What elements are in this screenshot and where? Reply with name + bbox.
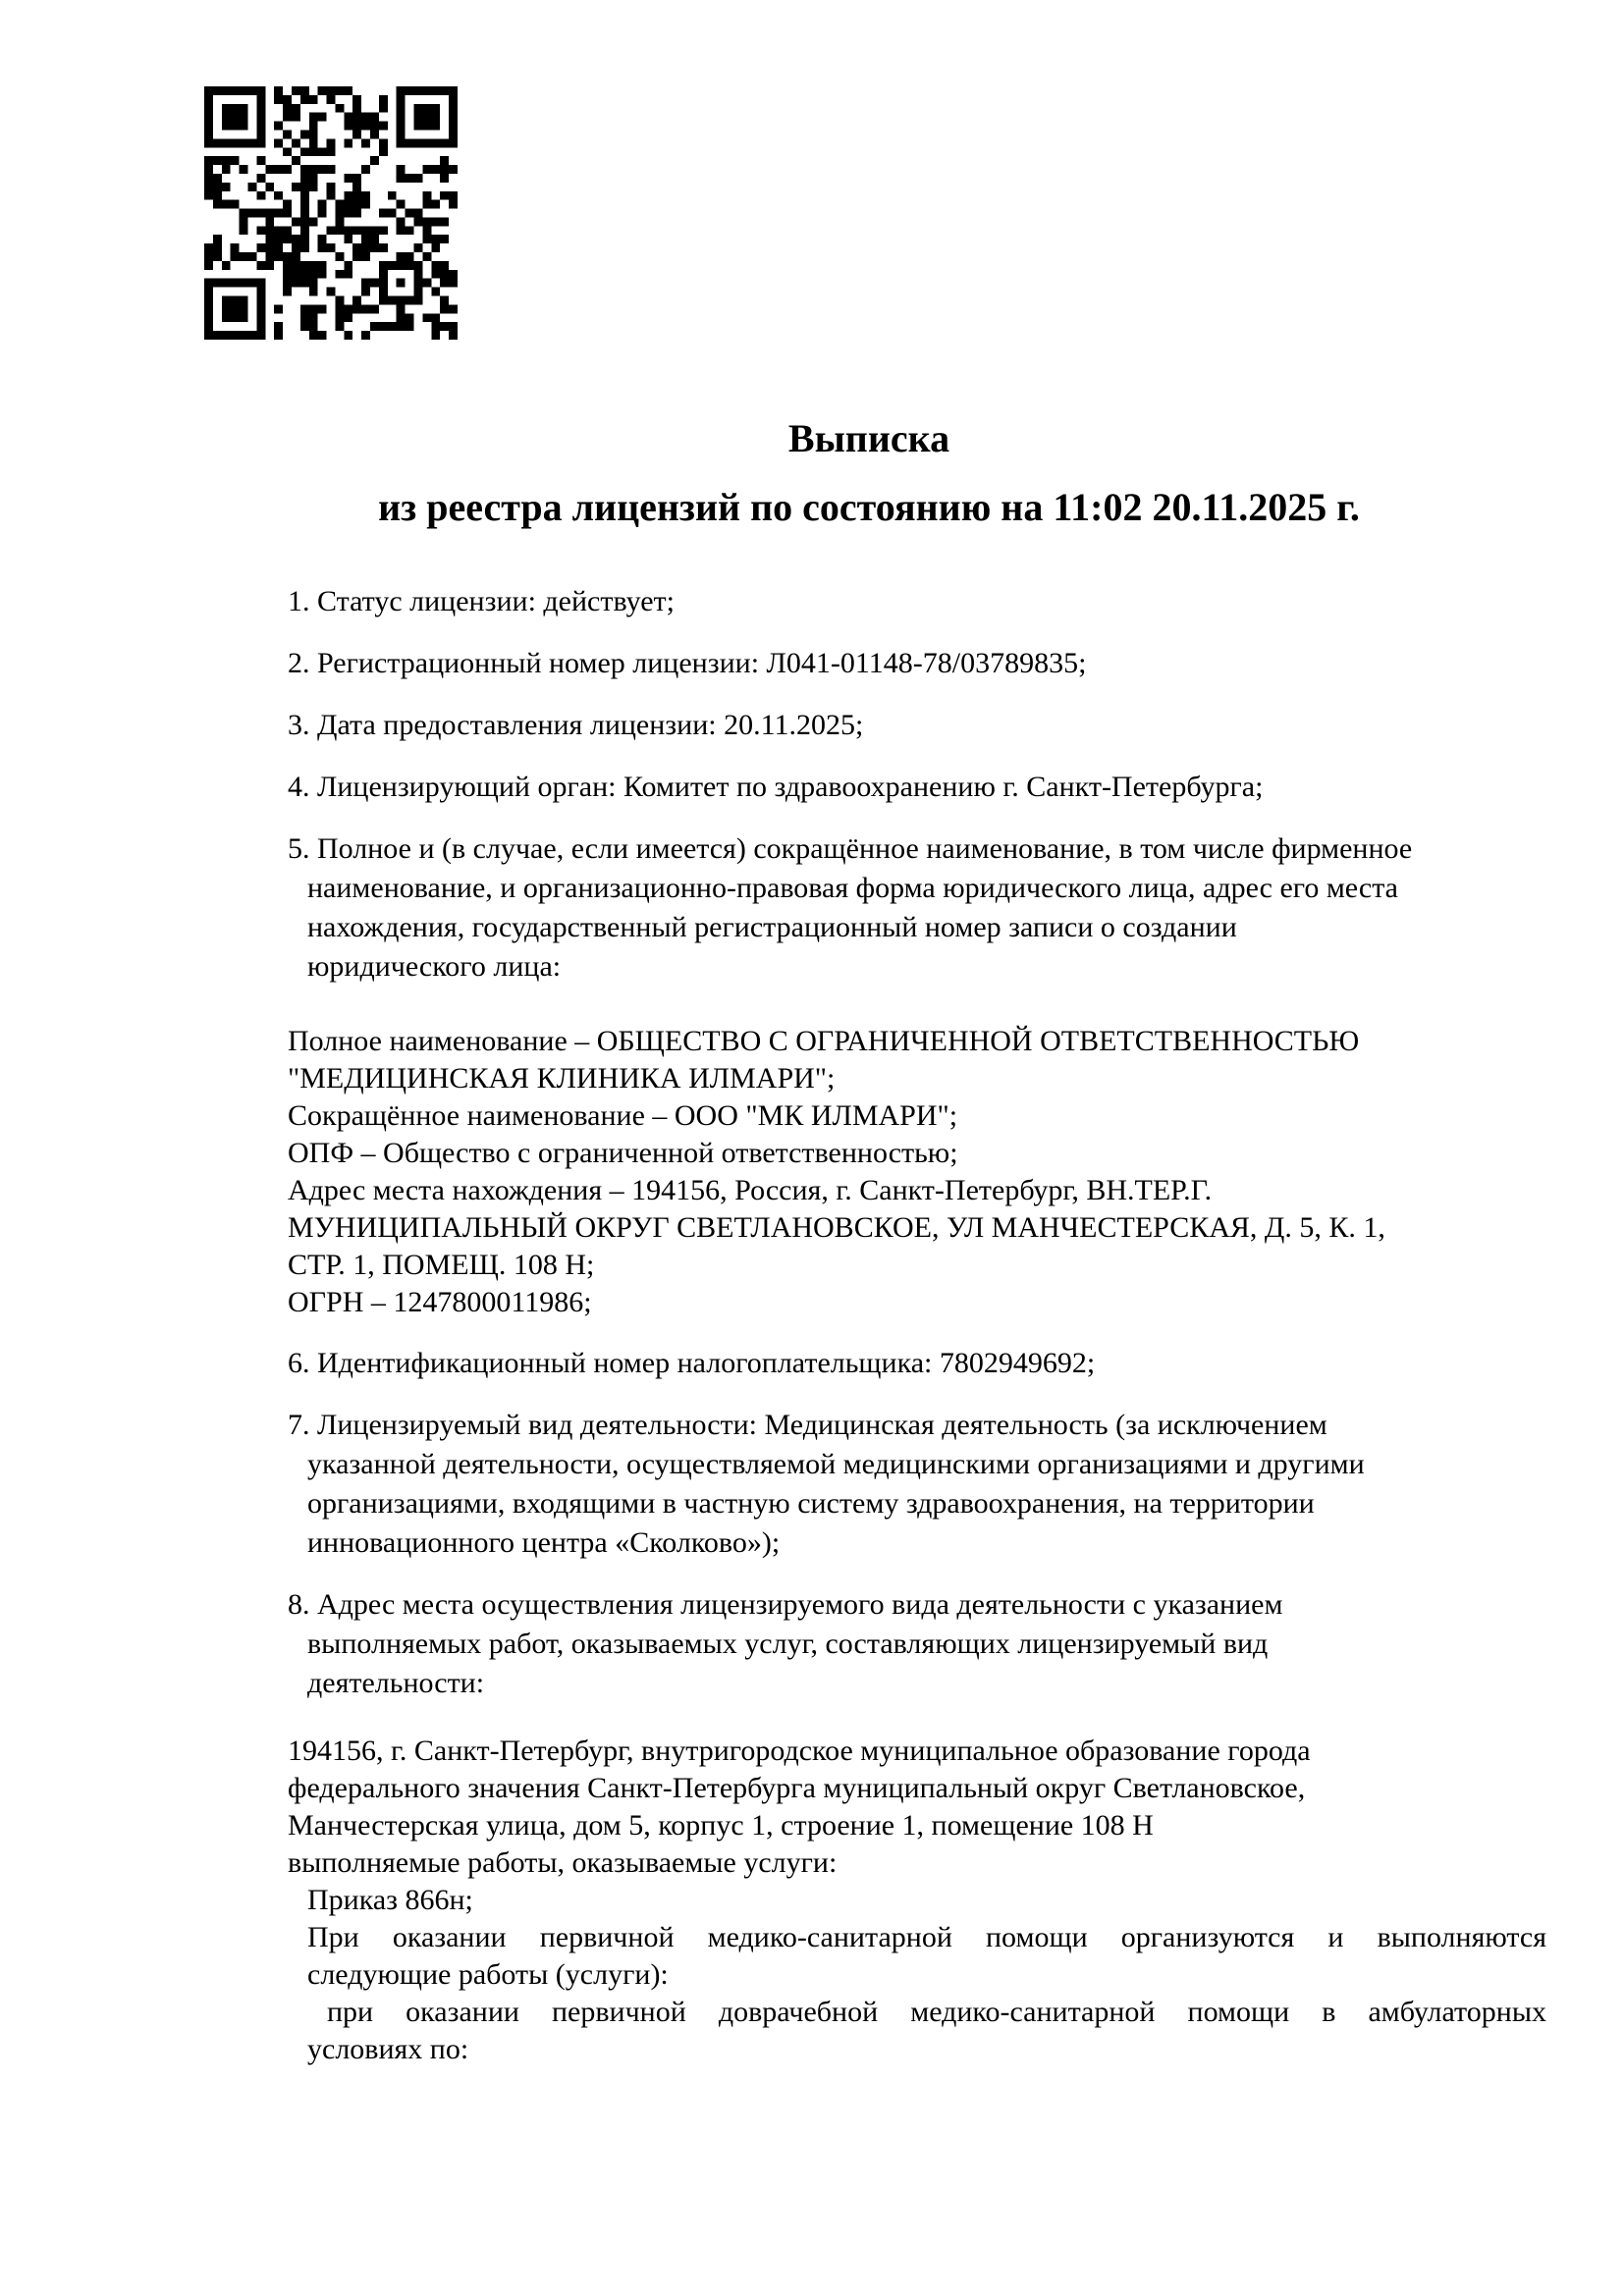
item-licensed-activity: [288, 1406, 1546, 1563]
item-number: 8.: [288, 1588, 310, 1621]
item-number: 3.: [288, 709, 310, 741]
item-grant-date: [288, 706, 1546, 745]
item-number: 6.: [288, 1347, 310, 1379]
document-title: Выписка: [787, 416, 950, 460]
item-text: Лицензируемый вид деятельности: Медицинская деятельность (за исключением указанной деятельности, осуществляемой медицинскими организациями и другими организациями, входящими в частную систему здравоохранения, на территории инновационного центра «Сколково»);: [307, 1409, 1365, 1559]
item-text: Лицензирующий орган: Комитет по здравоохранению г. Санкт-Петербурга;: [317, 771, 1264, 803]
item-license-status: [288, 582, 1546, 621]
item-text: Адрес места осуществления лицензируемого вида деятельности с указанием выполняемых работ, оказываемых услуг, составляющих лицензируемый вид деятельности:: [307, 1588, 1283, 1699]
item-activity-address-heading: [288, 1585, 1546, 1703]
primary-care-line-2: следующие работы (услуги):: [307, 1958, 669, 1991]
primary-care-line-1: При оказании первичной медико-санитарной помощи организуются и выполняются: [307, 1921, 1546, 1953]
item-licensing-authority: [288, 768, 1546, 807]
item-number: 7.: [288, 1409, 310, 1441]
pre-medical-care-line-2: условиях по:: [307, 2033, 469, 2065]
organization-details-block: Полное наименование – ОБЩЕСТВО С ОГРАНИЧЕННОЙ ОТВЕТСТВЕННОСТЬЮ "МЕДИЦИНСКАЯ КЛИНИКА ИЛМАРИ"; Сокращённое наименование – ООО "МК ИЛМАРИ"; ОПФ – Общество с ограниченной ответственностью; Адрес места нахождения – 194156, Россия, г. Санкт-Петербург, ВН.ТЕР.Г. МУНИЦИПАЛЬНЫЙ ОКРУГ СВЕТЛАНОВСКОЕ, УЛ МАНЧЕСТЕРСКАЯ, Д. 5, К. 1, СТР. 1, ПОМЕЩ. 108 Н; ОГРН – 1247800011986;: [288, 1025, 1385, 1318]
pre-medical-care-line-1: при оказании первичной доврачебной медико-санитарной помощи в амбулаторных: [327, 1996, 1546, 2028]
item-text: Полное и (в случае, если имеется) сокращённое наименование, в том числе фирменное наименование, и организационно-правовая форма юридического лица, адрес его места нахождения, государственный регистрационный номер записи о создании юридического лица:: [307, 832, 1413, 983]
works-services-intro: выполняемые работы, оказываемые услуги:: [288, 1846, 838, 1879]
document-content: [288, 0, 1546, 2068]
document-subtitle: из реестра лицензий по состоянию на 11:02 20.11.2025 г.: [378, 485, 1360, 529]
works-services-block: [288, 1733, 1546, 2068]
order-reference: Приказ 866н;: [307, 1884, 473, 1916]
item-text: Идентификационный номер налогоплательщика: 7802949692;: [317, 1347, 1096, 1379]
item-registration-number: [288, 644, 1546, 683]
item-taxpayer-number: [288, 1344, 1546, 1383]
item-text: Дата предоставления лицензии: 20.11.2025;: [317, 709, 864, 741]
item-text: Регистрационный номер лицензии: Л041-01148-78/03789835;: [317, 647, 1087, 679]
item-number: 2.: [288, 647, 310, 679]
item-number: 5.: [288, 832, 310, 865]
item-text: Статус лицензии: действует;: [317, 585, 675, 617]
item-number: 1.: [288, 585, 310, 617]
item-organization-name-heading: [288, 829, 1546, 987]
item-number: 4.: [288, 771, 310, 803]
activity-address: 194156, г. Санкт-Петербург, внутригородское муниципальное образование города федерального значения Санкт-Петербурга муниципальный округ Светлановское, Манчестерская улица, дом 5, корпус 1, строение 1, помещение 108 Н: [288, 1735, 1311, 1842]
